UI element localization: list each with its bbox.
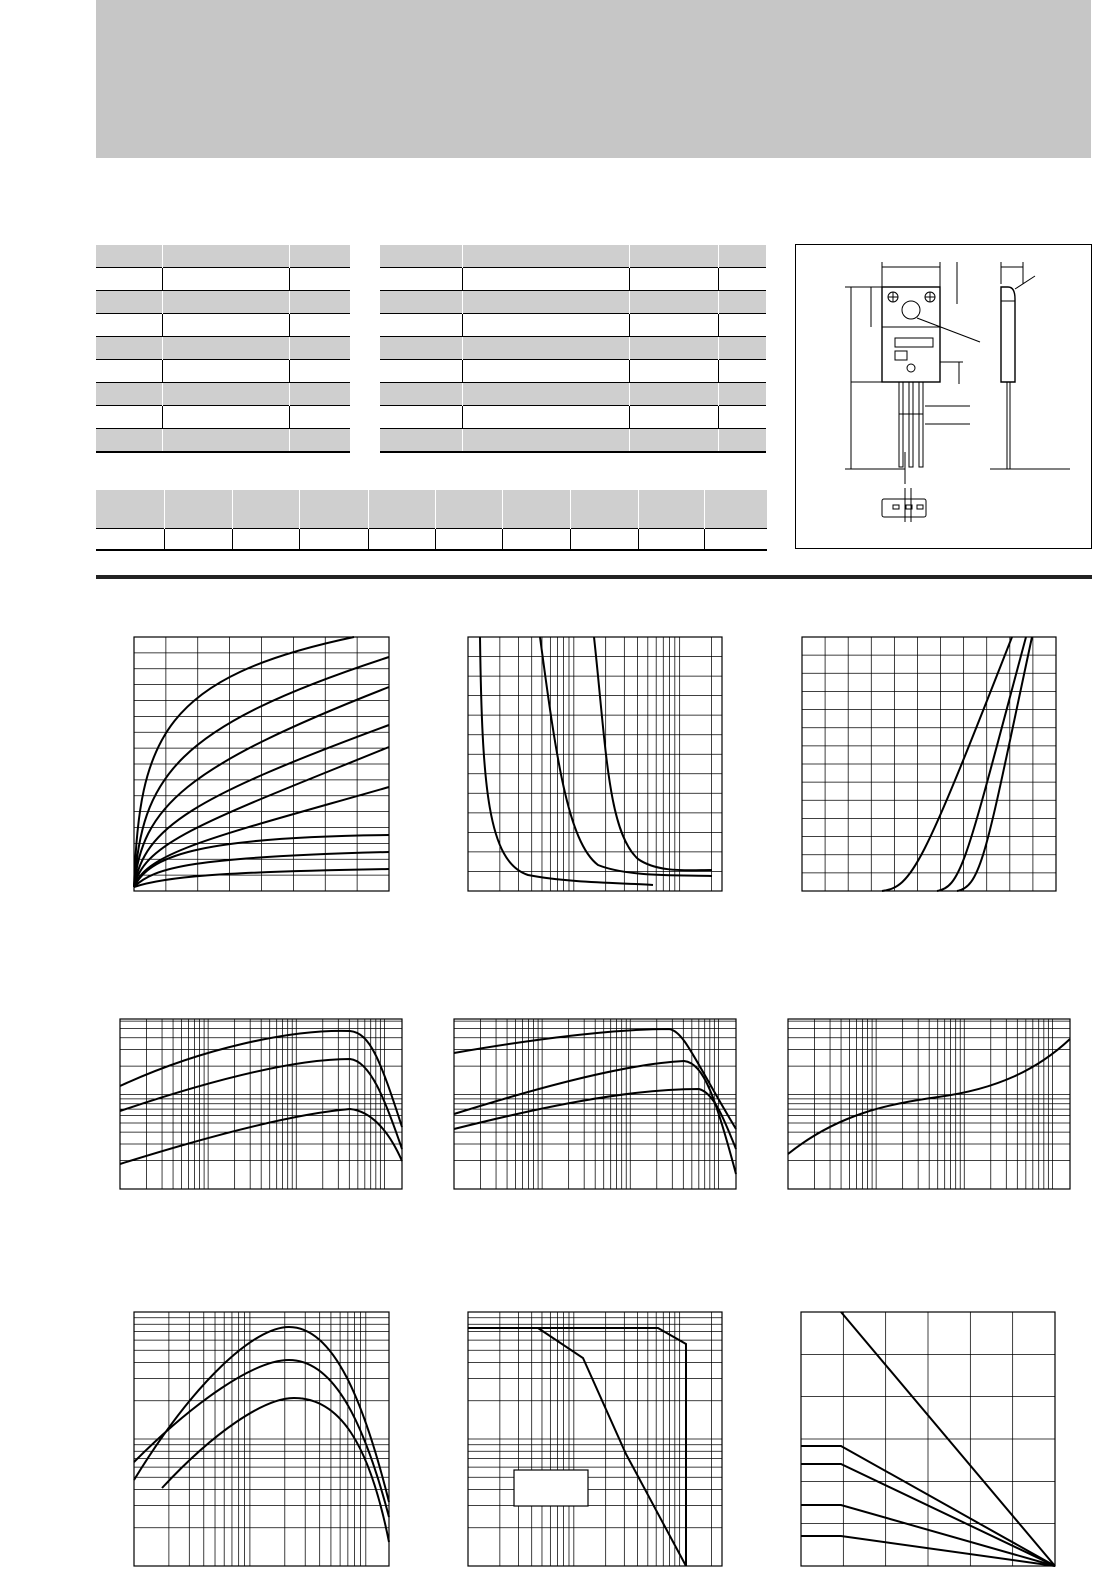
table-row [380, 268, 766, 291]
table-row [96, 337, 350, 360]
table-row [96, 268, 350, 291]
table-row [96, 360, 350, 383]
curve [134, 1327, 389, 1502]
table-row [96, 429, 350, 453]
graph-8 [468, 1312, 722, 1566]
graph-2 [468, 637, 722, 891]
plot-frame [468, 637, 722, 891]
table-row [380, 383, 766, 406]
table-row [96, 291, 350, 314]
graph-7 [134, 1312, 389, 1566]
table-row [96, 383, 350, 406]
graph-5 [454, 1019, 736, 1189]
characteristics-header-row [380, 245, 766, 268]
curve [134, 637, 354, 887]
package-outline-box [795, 244, 1092, 549]
table-row [380, 429, 766, 453]
curve [594, 637, 712, 870]
curve [468, 1328, 686, 1566]
graph-1 [134, 637, 389, 891]
curve [480, 637, 653, 885]
graph-4 [120, 1019, 402, 1189]
graph-6 [788, 1019, 1070, 1189]
hfe-rank-table [96, 490, 767, 551]
header-banner [96, 0, 1091, 158]
graph-3 [802, 637, 1056, 891]
graph-8-inset [514, 1470, 588, 1506]
table-row [380, 314, 766, 337]
characteristics-table [380, 245, 766, 453]
ratings-table [96, 245, 350, 453]
table-row [96, 406, 350, 429]
table-row [380, 291, 766, 314]
curve [538, 1328, 686, 1566]
table-row [96, 314, 350, 337]
table-row [96, 529, 767, 551]
graph-9 [801, 1312, 1055, 1566]
ratings-header-row [96, 245, 350, 268]
section-divider [96, 575, 1092, 579]
hfe-header-row [96, 490, 767, 529]
table-row [380, 337, 766, 360]
table-row [380, 360, 766, 383]
table-row [380, 406, 766, 429]
package-outline-drawing [795, 244, 1092, 549]
